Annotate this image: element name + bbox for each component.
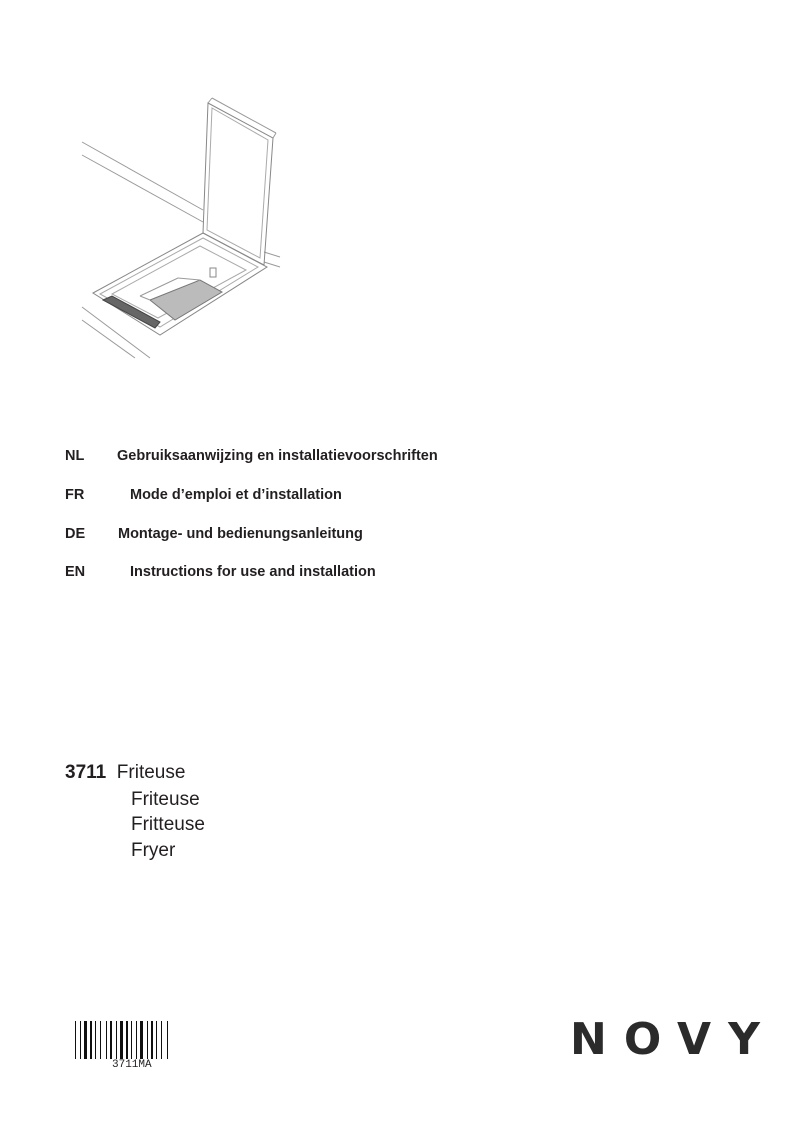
language-code: DE [65,526,86,542]
barcode-bar [140,1021,143,1059]
barcode-bar [110,1021,112,1059]
barcode-bar [120,1021,123,1059]
product-number: 3711 [65,762,107,783]
barcode-bar [136,1021,137,1059]
product-name: Fryer [131,840,176,861]
product-name: Friteuse [116,762,186,783]
barcode-bar [116,1021,117,1059]
language-code: FR [65,487,85,503]
barcode-bar [167,1021,168,1059]
language-code: EN [65,564,86,580]
product-name: Friteuse [131,789,200,810]
language-title: Instructions for use and installation [130,564,376,580]
fryer-illustration [0,0,802,400]
barcode-bar [106,1021,107,1059]
barcode-bar [151,1021,153,1059]
barcode-bar [156,1021,157,1059]
barcode-bar [75,1021,76,1059]
barcode-bar [95,1021,96,1059]
barcode-bar [131,1021,132,1059]
language-title: Montage- und bedienungsanleitung [118,526,363,542]
barcode-bar [100,1021,101,1059]
language-code: NL [65,448,85,464]
novy-logo: NOVY [570,1014,777,1065]
barcode-bar [161,1021,162,1059]
barcode-bar [90,1021,92,1059]
barcode-bar [80,1021,81,1059]
language-title: Gebruiksaanwijzing en installatievoorschriften [117,448,438,464]
barcode [75,1021,199,1059]
barcode-bar [147,1021,148,1059]
barcode-bar [126,1021,128,1059]
barcode-bar [84,1021,87,1059]
language-title: Mode d’emploi et d’installation [130,487,342,503]
product-name: Fritteuse [131,814,205,835]
barcode-text: 3711MA [112,1059,152,1071]
product-title [65,762,185,784]
